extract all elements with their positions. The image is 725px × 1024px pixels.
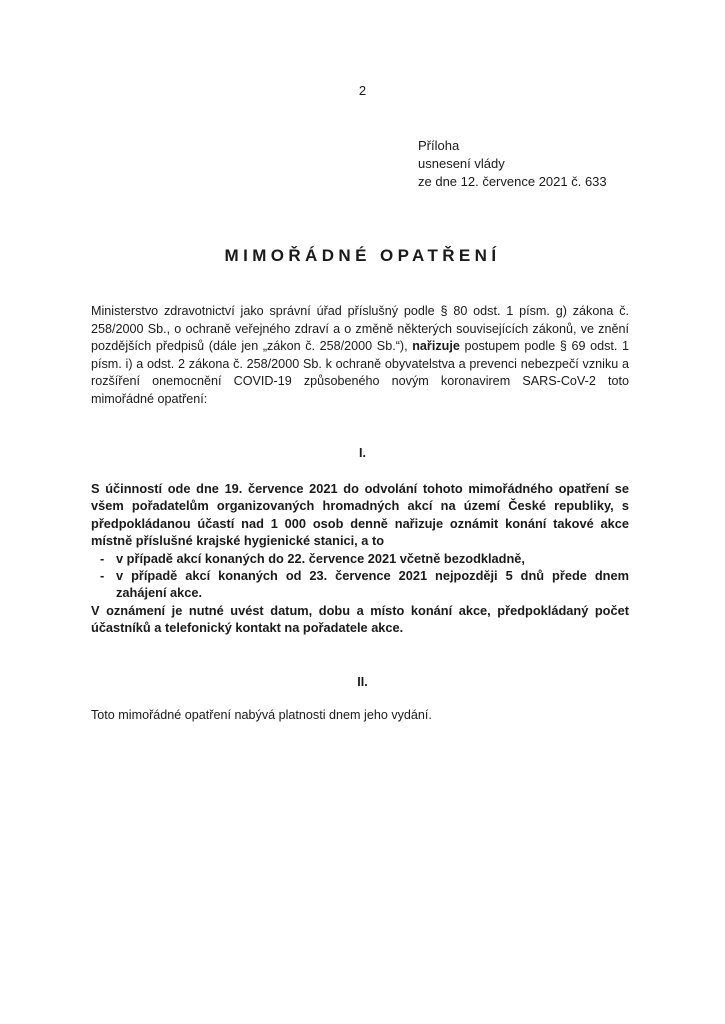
annex-label: Příloha	[418, 138, 460, 153]
bullet-item: - v případě akcí konaných do 22. července 2021 včetně bezodkladně,	[91, 550, 629, 567]
intro-verb: nařizuje	[412, 339, 460, 353]
section-heading-1: I.	[359, 446, 366, 460]
annex-block	[418, 137, 607, 191]
bullet-item: - v případě akcí konaných od 23. července 2021 nejpozději 5 dnů přede dnem zahájení akce.	[91, 567, 629, 602]
intro-paragraph	[91, 303, 629, 408]
document-title: MIMOŘÁDNÉ OPATŘENÍ	[224, 246, 501, 265]
intro-text-part2: postupem podle § 69 odst. 1 písm. i) a odst. 2 zákona č. 258/2000 Sb. k ochraně obyvatelstva a prevenci nebezpečí vzniku a rozšíření onemocnění COVID-19 způsobeného novým koronavirem SARS-CoV-2 toto mimořádné opatření:	[91, 339, 630, 406]
section-2-text: Toto mimořádné opatření nabývá platnosti dnem jeho vydání.	[91, 708, 432, 722]
page-number: 2	[358, 83, 367, 98]
annex-resolution: usnesení vlády	[418, 156, 505, 171]
section-1-note: V oznámení je nutné uvést datum, dobu a místo konání akce, předpokládaný počet účastníků a telefonický kontakt na pořadatele akce.	[91, 602, 629, 636]
section-heading-2: II.	[357, 675, 368, 689]
section-1-body	[91, 480, 629, 637]
section-1-paragraph: S účinností ode dne 19. července 2021 do odvolání tohoto mimořádného opatření se všem pořadatelům organizovaných hromadných akcí na území České republiky, s předpokládanou účastí nad 1 000 osob denně nařizuje oznámit konání takové akce místně příslušné krajské hygienické stanici, a to	[91, 481, 629, 549]
annex-date: ze dne 12. července 2021 č. 633	[418, 174, 607, 189]
section-1-bullet-list	[91, 550, 629, 602]
intro-text-part1: Ministerstvo zdravotnictví jako správní úřad příslušný podle § 80 odst. 1 písm. g) zákona č. 258/2000 Sb., o ochraně veřejného zdraví a o změně některých souvisejících zákonů, ve znění pozdějších předpisů (dále jen „zákon č. 258/2000 Sb.“),	[91, 304, 629, 353]
